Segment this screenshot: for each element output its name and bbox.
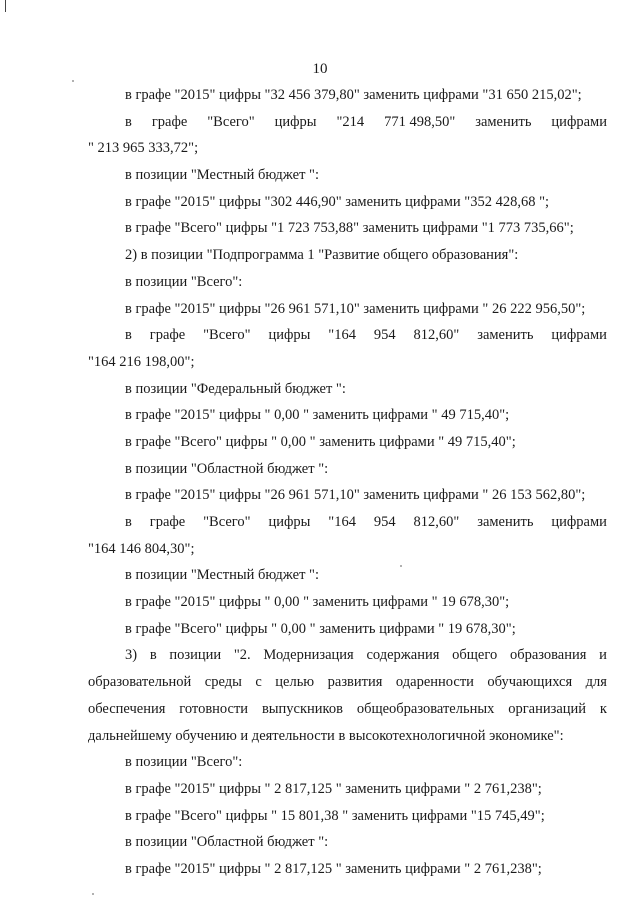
word: обеспечения [88,700,166,717]
page-number: 10 [312,61,328,77]
text-line: дальнейшему обучению и деятельности в высокотехнологичной экономике": [88,727,564,744]
text-line: в позиции "Федеральный бюджет ": [125,380,346,397]
word: графе [151,113,188,130]
word: цифры [274,113,317,130]
word: общеобразовательных [356,700,495,717]
word: цифры [268,327,311,344]
text-line: "164 146 804,30"; [88,540,195,557]
text-line: в позиции "Всего": [125,273,243,290]
word: графе [149,327,186,344]
text-line: 2) в позиции "Подпрограмма 1 "Развитие общего образования": [125,247,519,264]
word: одаренности [395,674,474,691]
text-line: в графе "Всего" цифры " 15 801,38 " заменить цифрами "15 745,49"; [125,807,545,824]
text-line: в графе "2015" цифры "26 961 571,10" заменить цифрами " 26 222 956,50"; [125,300,586,317]
justified-line [88,696,607,723]
word: 771 498,50" [384,113,456,130]
text-line: в позиции "Областной бюджет ": [125,460,329,477]
word: в [125,113,132,130]
justified-line [88,509,607,536]
text-line: в графе "2015" цифры " 2 817,125 " заменить цифрами " 2 761,238"; [125,860,542,877]
word: развития [327,674,383,691]
word: организаций [508,700,587,717]
word: заменить [477,327,534,344]
text-line: "164 216 198,00"; [88,353,195,370]
text-line: в позиции "Областной бюджет ": [125,834,329,851]
justified-line [88,322,607,349]
word: заменить [477,514,534,530]
text-line: в графе "2015" цифры "302 446,90" заменить цифрами "352 428,68 "; [125,193,550,210]
word: готовности [179,700,249,717]
text-line: " 213 965 333,72"; [88,140,199,157]
word: "Всего" [203,514,251,530]
word: выпускников [261,700,343,717]
text-line: в позиции "Местный бюджет ": [125,567,319,584]
word: "164 [328,514,356,530]
word: цифры [268,514,311,530]
word: "214 [336,113,365,130]
word: цифрами [551,113,607,130]
text-line: в графе "2015" цифры " 0,00 " заменить цифрами " 19 678,30"; [125,594,510,611]
word: 954 [373,514,396,530]
text-line: в графе "Всего" цифры " 0,00 " заменить цифрами " 19 678,30"; [125,620,516,637]
word: заменить [475,113,532,130]
text-line: в графе "2015" цифры "26 961 571,10" заменить цифрами " 26 153 562,80"; [125,487,586,504]
word: в [125,327,132,344]
justified-line [88,109,607,136]
word: Модернизация [263,647,354,664]
word: "2. [233,647,251,664]
scan-speck [72,80,74,82]
word: в [149,647,157,664]
word: в [125,514,132,530]
word: общего [452,647,498,664]
word: "164 [328,327,356,344]
word: целью [275,674,315,691]
word: 812,60" [413,327,460,344]
word: "Всего" [203,327,251,344]
text-line: в позиции "Всего": [125,754,243,771]
justified-line [88,669,607,696]
word: 3) [125,647,138,664]
word: образования [509,647,587,664]
document-body [88,82,607,883]
text-line: в позиции "Местный бюджет ": [125,167,319,184]
word: содержания [366,647,440,664]
word: графе [149,514,186,530]
word: образовательной [88,674,192,691]
word: с [255,674,262,691]
word: цифрами [551,327,607,344]
text-line: в графе "Всего" цифры "1 723 753,88" заменить цифрами "1 773 735,66"; [125,220,574,237]
text-line: в графе "Всего" цифры " 0,00 " заменить цифрами " 49 715,40"; [125,433,516,450]
word: позиции [169,647,222,664]
scan-speck [92,893,94,895]
word: среды [204,674,242,691]
text-line: в графе "2015" цифры " 0,00 " заменить цифрами " 49 715,40"; [125,407,510,424]
scan-edge-mark [5,0,6,12]
word: 954 [373,327,396,344]
word: "Всего" [207,113,255,130]
justified-line [88,642,607,669]
word: цифрами [551,514,607,530]
word: для [585,674,607,691]
text-line: в графе "2015" цифры " 2 817,125 " заменить цифрами " 2 761,238"; [125,780,542,797]
scan-speck [400,565,402,567]
word: 812,60" [413,514,460,530]
word: и [599,647,607,664]
text-line: в графе "2015" цифры "32 456 379,80" заменить цифрами "31 650 215,02"; [125,87,582,103]
word: обучающихся [487,674,573,691]
word: к [599,700,607,717]
